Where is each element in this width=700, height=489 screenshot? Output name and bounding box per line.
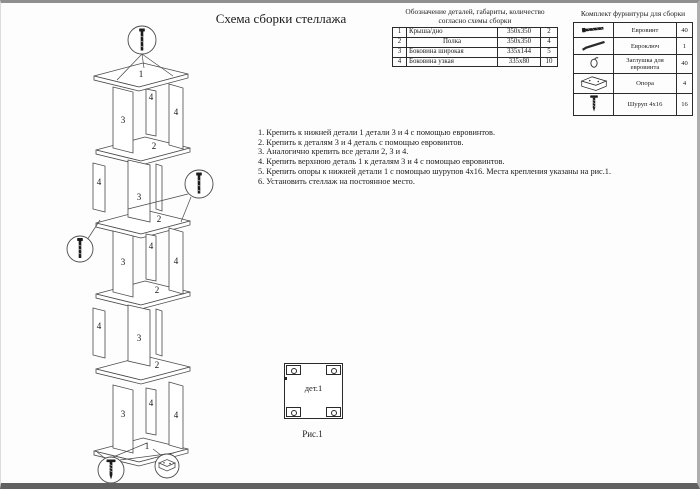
part-label: 3: [136, 192, 142, 202]
part-name: Полка: [407, 37, 498, 47]
figure1-part-label: дет.1: [304, 383, 323, 393]
narrow-side-panel: [156, 309, 162, 356]
part-label: 4: [173, 410, 179, 420]
instruction-step: 2. Крепить к деталям 3 и 4 деталь с помощью евровинтов.: [258, 137, 464, 147]
foot-callout: [155, 454, 179, 478]
instruction-step: 3. Аналогично крепить все детали 2, 3 и 4.: [258, 147, 409, 157]
part-qty: 4: [541, 37, 558, 47]
wood-screw-icon: [574, 93, 614, 115]
hardware-qty: 40: [677, 55, 693, 73]
parts-table-row: [393, 28, 558, 38]
instruction-step: 6. Установить стеллаж на постоянное место.: [258, 176, 415, 186]
figure1-bottom-panel-diagram: [284, 363, 343, 419]
part-label: 4: [173, 256, 179, 266]
cap-icon: [574, 55, 614, 73]
parts-table-row: [393, 37, 558, 47]
narrow-side-panel: [93, 308, 105, 358]
narrow-side-panel: [146, 388, 156, 435]
hardware-name: Заглушка для евровинта: [614, 55, 677, 73]
figure1-caption: Рис.1: [302, 429, 323, 439]
part-qty: 2: [541, 28, 558, 38]
instruction-step: 1. Крепить к нижней детали 1 детали 3 и 4 с помощью евровинтов.: [258, 128, 496, 137]
parts-table-block: [379, 8, 571, 67]
parts-table: [392, 27, 558, 67]
foot-mount-bracket: [286, 407, 301, 417]
euro-screw-callout: [128, 26, 156, 54]
parts-table-row: [393, 47, 558, 57]
parts-table-row: [393, 57, 558, 67]
screw-hole: [291, 368, 297, 374]
hardware-name: Шуруп 4х16: [614, 93, 677, 115]
hardware-table: [573, 22, 693, 116]
hardware-qty: 4: [677, 73, 693, 93]
hardware-table-title: Комплект фурнитуры для сборки: [580, 9, 686, 18]
euro-screw-callout: [185, 170, 213, 198]
hardware-table-block: [569, 9, 697, 116]
part-label: 1: [144, 441, 150, 451]
hardware-qty: 1: [677, 38, 693, 55]
parts-table-title-line2: согласно схемы сборки: [438, 15, 512, 25]
part-label: 3: [120, 409, 126, 419]
part-label: 3: [120, 115, 126, 125]
hardware-row: [574, 23, 693, 38]
part-number: 2: [393, 37, 407, 47]
narrow-side-panel: [93, 163, 105, 212]
part-size: 350х350: [498, 28, 541, 38]
part-label: 4: [148, 398, 154, 408]
part-name: Боковина узкая: [407, 57, 498, 67]
hardware-row: [574, 38, 693, 55]
hardware-qty: 16: [677, 93, 693, 115]
part-label: 2: [154, 285, 160, 295]
hex-key-icon: [574, 38, 614, 55]
screw-hole: [331, 410, 337, 416]
part-label: 4: [148, 241, 154, 251]
hardware-row: [574, 55, 693, 73]
part-number: 3: [393, 47, 407, 57]
wide-side-panel: [128, 160, 150, 222]
wide-side-panel: [113, 385, 133, 453]
euro-screw-callout: [67, 236, 93, 262]
part-label: 2: [156, 214, 162, 224]
euro-screw-icon: [574, 23, 614, 38]
part-label: 2: [151, 141, 157, 151]
instruction-step: 4. Крепить верхнюю деталь 1 к деталям 3 и 4 с помощью евровинтов.: [258, 157, 505, 167]
assembly-instructions: [258, 128, 611, 186]
screw-hole: [331, 368, 337, 374]
part-qty: 5: [541, 47, 558, 57]
wood-screw-callout: [98, 457, 124, 483]
instruction-step: 5. Крепить опоры к нижней детали 1 с помощью шурупов 4х16. Места крепления указаны на рис.1.: [258, 166, 612, 176]
part-size: 335х144: [498, 47, 541, 57]
part-size: 350х350: [498, 37, 541, 47]
part-label: 3: [120, 257, 126, 267]
part-size: 335х80: [498, 57, 541, 67]
part-name: Боковина широкая: [407, 47, 498, 57]
part-label: 4: [148, 92, 154, 102]
part-number: 4: [393, 57, 407, 67]
part-label: 1: [138, 69, 144, 79]
part-name: Крыша/дно: [407, 28, 498, 38]
hardware-name: Евровинт: [614, 23, 677, 38]
hardware-name: Опора: [614, 73, 677, 93]
part-qty: 10: [541, 57, 558, 67]
parts-table-title: [379, 8, 571, 25]
part-label: 3: [136, 333, 142, 343]
foot-icon: [574, 73, 614, 93]
page-title: Схема сборки стеллажа: [215, 11, 347, 26]
part-label: 4: [173, 107, 179, 117]
hardware-qty: 40: [677, 23, 693, 38]
part-label: 4: [96, 321, 102, 331]
hardware-row: [574, 93, 693, 115]
foot-mount-bracket: [326, 407, 341, 417]
foot-mount-bracket: [286, 365, 301, 375]
hardware-row: [574, 73, 693, 93]
part-label: 2: [154, 360, 160, 370]
narrow-side-panel: [156, 164, 162, 211]
hardware-name: Евроключ: [614, 38, 677, 55]
part-number: 1: [393, 28, 407, 38]
parts-table-title-line1: Обозначение деталей, габариты, количество: [405, 7, 545, 16]
screw-hole: [291, 410, 297, 416]
shelf-assembly-diagram: [1, 3, 251, 489]
edge-mark: [284, 377, 287, 380]
part-label: 4: [96, 177, 102, 187]
foot-mount-bracket: [326, 365, 341, 375]
